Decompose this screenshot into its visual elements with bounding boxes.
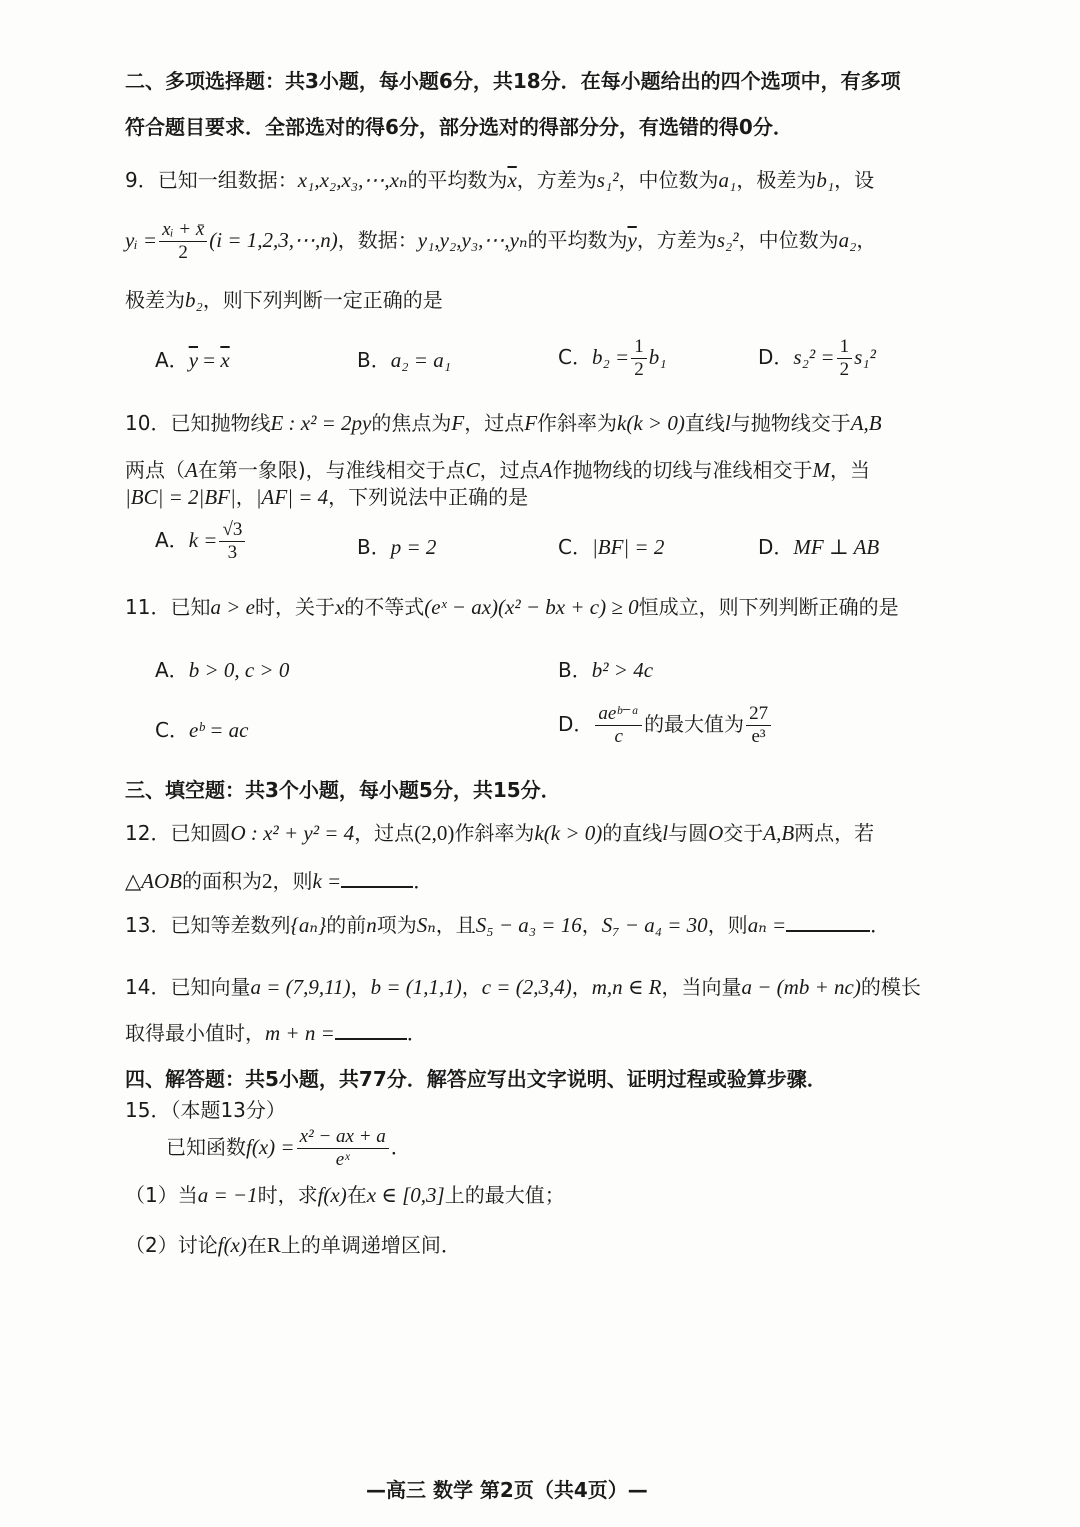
q9-opt-c-rhs: b₁ (648, 344, 667, 369)
q9-text: ，数据： (337, 227, 418, 252)
q13-sum: Sₙ (416, 913, 436, 937)
option-label: B． (357, 535, 391, 559)
q14-vector-b: b = (1,1,1) (370, 975, 462, 999)
q10-opt-a-fraction (219, 520, 245, 563)
q9-text: ，中位数为 (618, 168, 719, 192)
q10-condition-2: |AF| = 4 (255, 485, 329, 509)
q10-opt-c-text: |BF| = 2 (591, 535, 665, 559)
question-12-line-2 (125, 871, 433, 892)
q9-range-1: b₁ (816, 168, 835, 192)
q10-focus: F (524, 411, 538, 435)
q9-opt-d-lhs: s₂² = (793, 344, 835, 369)
option-label: A． (155, 658, 189, 682)
q12-triangle: △AOB (125, 869, 182, 893)
q10-parabola-eq: E : x² = 2py (270, 411, 372, 435)
q13-answer-an: aₙ = (747, 913, 787, 937)
q10-point-a: A (539, 458, 553, 482)
fraction-numerator: 1 (631, 337, 647, 359)
q10-focus: F (451, 411, 465, 435)
q12-text: 交于 (723, 821, 764, 845)
section-2-line-2: 符合题目要求．全部选对的得6分，部分选对的得部分分，有选错的得0分． (125, 115, 793, 139)
q10-text: 在第一象限)，与准线相交于点 (197, 458, 466, 482)
q13-condition-2: S₇ − a₄ = 30 (601, 913, 708, 937)
fraction-denominator: e³ (751, 725, 766, 747)
page-footer (366, 1480, 648, 1500)
q14-vector-expr: a − (mb + nc) (741, 975, 861, 999)
q9-text: ，极差为 (736, 168, 817, 192)
q11-opt-a-text: b > 0, c > 0 (188, 658, 290, 682)
section-4-heading (125, 1069, 827, 1089)
q9-data-y: y₁,y₂,y₃,⋯,yₙ (417, 227, 528, 252)
q15-title-text: 15．（本题13分） (125, 1098, 286, 1122)
q11-text: 已知 (170, 595, 211, 619)
q10-option-d[interactable] (758, 537, 879, 558)
q14-text: ， (571, 975, 592, 999)
q13-answer-blank[interactable] (786, 930, 870, 932)
q12-text: 的面积为 (181, 869, 262, 893)
q12-number: 12． (125, 821, 171, 845)
q9-text: 极差为 (125, 288, 185, 312)
q13-text: ． (870, 913, 891, 937)
section-2-line-1: 二、多项选择题：共3小题，每小题6分，共18分．在每小题给出的四个选项中，有多项 (125, 69, 901, 93)
q9-text: ，中位数为 (738, 227, 839, 252)
option-label: C． (558, 535, 592, 559)
q14-text: ，当向量 (661, 975, 742, 999)
fraction-denominator: c (614, 725, 623, 747)
q9-variance-2: s₂² (716, 227, 739, 252)
q10-text: 的焦点为 (371, 411, 452, 435)
q11-option-b[interactable] (558, 660, 653, 681)
q15-text: 上的最大值； (444, 1183, 565, 1207)
question-15-function (166, 1127, 411, 1170)
q10-text: ，过点 (479, 458, 540, 482)
q12-text: 作斜率为 (454, 821, 535, 845)
q9-text: ，设 (834, 168, 875, 192)
section-2-heading-cont (125, 117, 793, 137)
q12-circle-eq: O : x² + y² = 4 (230, 821, 355, 845)
option-label: B． (558, 658, 592, 682)
option-label: A． (155, 348, 189, 372)
q15-text: （1）当 (125, 1183, 198, 1207)
q12-area: 2 (261, 869, 273, 893)
q13-text: ，且 (435, 913, 476, 937)
q12-slope: k(k > 0) (534, 821, 603, 845)
q13-text: 已知等差数列 (170, 913, 291, 937)
q11-condition: a > e (210, 595, 255, 619)
q10-text: ， (235, 485, 256, 509)
question-9-line-1 (125, 170, 874, 191)
q10-text: ，当 (829, 458, 870, 482)
q11-opt-c-text: eᵇ = ac (188, 718, 249, 742)
q15-text: （2）讨论 (125, 1233, 218, 1257)
q15-text: 时，求 (257, 1183, 318, 1207)
q9-opt-c-lhs: b₂ = (591, 344, 630, 369)
question-9-line-2 (125, 220, 876, 263)
q15-text: 已知函数 (166, 1134, 246, 1159)
q9-opt-d-rhs: s₁² (854, 344, 876, 369)
section-4-title: 四、解答题：共5小题，共77分．解答应写出文字说明、证明过程或验算步骤． (125, 1067, 827, 1091)
q13-text: 的前 (326, 913, 367, 937)
question-12-line-1 (125, 823, 874, 844)
q9-opt-a-rhs: $\overline{x}$ (220, 348, 230, 372)
q9-fraction-numerator: xᵢ + x̄ (159, 220, 207, 242)
q10-line-l: l (724, 411, 731, 435)
q12-point: (2,0) (414, 821, 455, 845)
q12-text: 与圆 (668, 821, 709, 845)
q9-opt-a-lhs: $\overline{y}$ (188, 348, 199, 372)
q12-text: 两点，若 (794, 821, 875, 845)
section-3-heading (125, 780, 561, 800)
q9-opt-c-fraction (631, 337, 647, 380)
q11-option-c[interactable] (155, 720, 248, 741)
q9-fraction-denominator: 2 (178, 241, 188, 263)
q10-slope: k(k > 0) (617, 411, 685, 435)
q12-text: 已知圆 (170, 821, 231, 845)
option-label: D． (758, 535, 794, 559)
option-label: C． (155, 718, 189, 742)
q9-number: 9． (125, 168, 158, 192)
q9-index-range: (i = 1,2,3,⋯,n) (209, 227, 338, 252)
q13-text: 项为 (376, 913, 417, 937)
q13-text: ，则 (707, 913, 748, 937)
q9-option-c[interactable] (558, 337, 667, 380)
question-10-line-2 (125, 460, 870, 481)
q14-text: ． (406, 1021, 427, 1045)
question-15-part-1 (125, 1185, 565, 1206)
q15-function: f(x) (217, 1233, 247, 1257)
q9-option-b[interactable] (357, 350, 451, 371)
q9-text: ，方差为 (636, 227, 717, 252)
q15-condition: a = −1 (197, 1183, 258, 1207)
q15-function: f(x) (317, 1183, 347, 1207)
q12-circle-o: O (708, 821, 724, 845)
q15-text: 在 (346, 1183, 367, 1207)
question-10-line-3 (125, 487, 528, 508)
q10-point-a: A (185, 458, 198, 482)
q10-text: 直线 (684, 411, 725, 435)
question-15-title (125, 1100, 286, 1120)
q11-opt-d-text: 的最大值为 (644, 711, 745, 736)
q13-text: ， (581, 913, 602, 937)
q15-function-lhs: f(x) = (246, 1134, 295, 1159)
q9-text: 已知一组数据： (157, 168, 298, 192)
q9-y-fraction (159, 220, 207, 263)
fraction-denominator: 3 (227, 541, 238, 563)
q11-opt-d-max-fraction (746, 704, 771, 747)
q10-text: 与抛物线交于 (730, 411, 851, 435)
q10-text: 两点（ (125, 458, 185, 482)
q13-condition-1: S₅ − a₃ = 16 (475, 913, 582, 937)
q10-opt-d-text: MF ⊥ AB (793, 535, 880, 559)
q11-option-a[interactable] (155, 660, 289, 681)
q9-y-def: yᵢ = (125, 227, 158, 252)
q14-text: ， (461, 975, 482, 999)
q10-opt-b-text: p = 2 (390, 535, 437, 559)
question-11-line (125, 597, 899, 618)
q12-answer-k: k = (312, 869, 342, 893)
q10-point-m: M (812, 458, 830, 482)
q11-text: 恒成立，则下列判断正确的是 (638, 595, 899, 619)
fraction-denominator: 2 (839, 358, 850, 380)
page-number-text: —高三 数学 第2页（共4页）— (366, 1478, 648, 1502)
question-10-line-1 (125, 413, 882, 434)
q10-condition-1: |BC| = 2|BF| (125, 485, 236, 509)
q10-text: 已知抛物线 (170, 411, 271, 435)
q12-text: 的直线 (602, 821, 663, 845)
option-label: A． (155, 527, 189, 552)
q13-n: n (366, 913, 377, 937)
q10-points-ab: A,B (850, 411, 882, 435)
q9-mean-x: $\overline{x}$ (507, 168, 517, 192)
q15-text: ． (390, 1134, 411, 1159)
question-14-line-2 (125, 1023, 427, 1044)
question-13-line (125, 915, 890, 936)
q11-opt-b-text: b² > 4c (591, 658, 654, 682)
q15-reals: R (266, 1233, 281, 1257)
q14-text: 取得最小值时， (125, 1021, 265, 1045)
q9-median-2: a₂ (838, 227, 857, 252)
q10-number: 10． (125, 411, 171, 435)
q15-text: 上的单调递增区间． (280, 1233, 461, 1257)
q11-option-d[interactable] (558, 704, 773, 747)
q10-option-b[interactable] (357, 537, 436, 558)
q11-opt-d-fraction (595, 704, 642, 747)
option-label: D． (758, 344, 794, 369)
q9-variance-1: s₁² (596, 168, 619, 192)
fraction-numerator: aeᵇ⁻ᵃ (595, 704, 642, 726)
q9-data-x: x₁,x₂,x₃,⋯,xₙ (297, 168, 408, 192)
q14-answer-blank[interactable] (335, 1038, 407, 1040)
fraction-numerator: 27 (746, 704, 771, 726)
option-label: C． (558, 344, 592, 369)
q9-text: 的平均数为 (407, 168, 508, 192)
q9-text: 的平均数为 (527, 227, 628, 252)
q9-text: ，方差为 (516, 168, 597, 192)
q14-text: 已知向量 (170, 975, 251, 999)
q15-text: 在 (246, 1233, 267, 1257)
question-9-line-3 (125, 290, 443, 311)
q9-opt-b-text: a₂ = a₁ (390, 348, 452, 372)
q11-inequality: (eˣ − ax)(x² − bx + c) ≥ 0 (424, 595, 639, 619)
q13-number: 13． (125, 913, 171, 937)
q12-answer-blank[interactable] (341, 886, 413, 888)
q12-points-ab: A,B (763, 821, 795, 845)
q12-line-l: l (662, 821, 669, 845)
q15-domain: x ∈ [0,3] (366, 1183, 445, 1207)
q12-text: ． (413, 869, 434, 893)
q9-option-d[interactable] (758, 337, 876, 380)
q9-median-1: a₁ (718, 168, 737, 192)
q10-text: 作抛物线的切线与准线相交于 (552, 458, 813, 482)
fraction-denominator: 2 (634, 358, 644, 380)
q14-vector-c: c = (2,3,4) (481, 975, 572, 999)
q9-option-a[interactable] (155, 350, 230, 371)
q14-params: m,n ∈ R (591, 975, 662, 999)
q10-opt-a-lhs: k = (188, 527, 218, 552)
q14-text: ， (350, 975, 371, 999)
fraction-numerator: 1 (837, 337, 853, 359)
fraction-denominator: eˣ (335, 1148, 350, 1170)
q11-text: 的不等式 (344, 595, 425, 619)
q9-text: ， (856, 227, 877, 252)
q9-opt-d-fraction (837, 337, 853, 380)
q11-variable: x (334, 595, 345, 619)
question-15-part-2 (125, 1235, 461, 1256)
fraction-numerator: x² − ax + a (297, 1127, 389, 1149)
q10-text: 作斜率为 (537, 411, 618, 435)
q14-answer-mn: m + n = (265, 1021, 335, 1045)
fraction-numerator: √3 (219, 520, 245, 542)
q9-text: ，则下列判断一定正确的是 (202, 288, 443, 312)
q14-number: 14． (125, 975, 171, 999)
q10-option-a[interactable] (155, 520, 247, 563)
q9-range-2: b₂ (185, 288, 203, 312)
q9-opt-a-eq: = (198, 348, 221, 372)
q15-function-fraction (297, 1127, 389, 1170)
q10-text: ，下列说法中正确的是 (328, 485, 529, 509)
q14-text: 的模长 (860, 975, 921, 999)
q10-option-c[interactable] (558, 537, 664, 558)
q10-point-c: C (465, 458, 480, 482)
section-2-heading (125, 71, 901, 91)
q13-sequence: {aₙ} (290, 913, 327, 937)
q12-text: ，则 (272, 869, 313, 893)
q11-number: 11． (125, 595, 171, 619)
option-label: B． (357, 348, 391, 372)
q11-text: 时，关于 (254, 595, 335, 619)
question-14-line-1 (125, 977, 921, 998)
q10-text: ，过点 (464, 411, 525, 435)
option-label: D． (558, 711, 594, 736)
q12-text: ，过点 (354, 821, 415, 845)
section-3-title: 三、填空题：共3个小题，每小题5分，共15分． (125, 778, 561, 802)
q14-vector-a: a = (7,9,11) (250, 975, 351, 999)
q9-mean-y: $\overline{y}$ (627, 227, 637, 252)
